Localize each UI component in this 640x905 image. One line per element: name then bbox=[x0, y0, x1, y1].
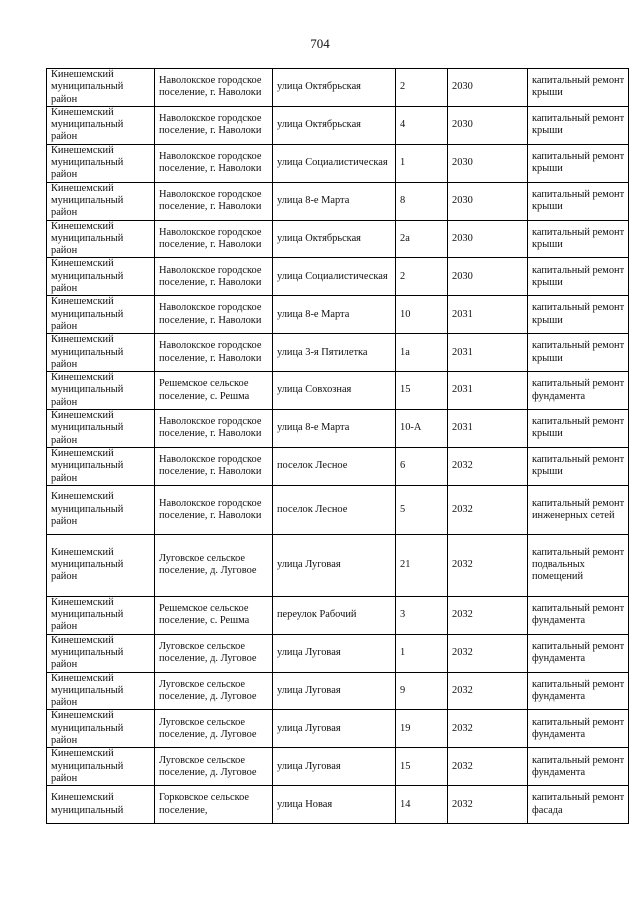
settlement-cell: Наволокское городское поселение, г. Наволоки bbox=[155, 106, 273, 144]
house-number-cell: 1 bbox=[396, 634, 448, 672]
house-number-cell: 4 bbox=[396, 106, 448, 144]
repair-work-cell: капитальный ремонт крыши bbox=[528, 334, 629, 372]
settlement-cell: Луговское сельское поселение, д. Луговое bbox=[155, 710, 273, 748]
table-row bbox=[47, 220, 629, 258]
repair-work-cell: капитальный ремонт крыши bbox=[528, 69, 629, 107]
table-row bbox=[47, 748, 629, 786]
year-cell: 2032 bbox=[448, 748, 528, 786]
table-row bbox=[47, 372, 629, 410]
district-cell: Кинешемский муниципальный район bbox=[47, 296, 155, 334]
district-cell: Кинешемский муниципальный район bbox=[47, 485, 155, 534]
repair-work-cell: капитальный ремонт фундамента bbox=[528, 710, 629, 748]
street-cell: переулок Рабочий bbox=[273, 596, 396, 634]
street-cell: поселок Лесное bbox=[273, 485, 396, 534]
street-cell: улица Луговая bbox=[273, 634, 396, 672]
settlement-cell: Решемское сельское поселение, с. Решма bbox=[155, 596, 273, 634]
district-cell: Кинешемский муниципальный район bbox=[47, 410, 155, 448]
district-cell: Кинешемский муниципальный район bbox=[47, 220, 155, 258]
table-row bbox=[47, 485, 629, 534]
table-row bbox=[47, 144, 629, 182]
repair-work-cell: капитальный ремонт крыши bbox=[528, 144, 629, 182]
house-number-cell: 5 bbox=[396, 485, 448, 534]
house-number-cell: 6 bbox=[396, 447, 448, 485]
settlement-cell: Наволокское городское поселение, г. Наволоки bbox=[155, 144, 273, 182]
street-cell: улица Луговая bbox=[273, 672, 396, 710]
repair-work-cell: капитальный ремонт инженерных сетей bbox=[528, 485, 629, 534]
settlement-cell: Наволокское городское поселение, г. Наволоки bbox=[155, 69, 273, 107]
district-cell: Кинешемский муниципальный район bbox=[47, 634, 155, 672]
repair-work-cell: капитальный ремонт крыши bbox=[528, 220, 629, 258]
settlement-cell: Наволокское городское поселение, г. Наволоки bbox=[155, 296, 273, 334]
year-cell: 2030 bbox=[448, 69, 528, 107]
year-cell: 2032 bbox=[448, 485, 528, 534]
district-cell: Кинешемский муниципальный район bbox=[47, 258, 155, 296]
repair-work-cell: капитальный ремонт крыши bbox=[528, 182, 629, 220]
settlement-cell: Луговское сельское поселение, д. Луговое bbox=[155, 672, 273, 710]
district-cell: Кинешемский муниципальный район bbox=[47, 748, 155, 786]
settlement-cell: Решемское сельское поселение, с. Решма bbox=[155, 372, 273, 410]
street-cell: улица Новая bbox=[273, 786, 396, 824]
house-number-cell: 2 bbox=[396, 258, 448, 296]
district-cell: Кинешемский муниципальный район bbox=[47, 334, 155, 372]
table-row bbox=[47, 106, 629, 144]
repair-work-cell: капитальный ремонт фундамента bbox=[528, 596, 629, 634]
settlement-cell: Луговское сельское поселение, д. Луговое bbox=[155, 534, 273, 596]
table-row bbox=[47, 786, 629, 824]
table-row bbox=[47, 596, 629, 634]
house-number-cell: 10 bbox=[396, 296, 448, 334]
repair-work-cell: капитальный ремонт крыши bbox=[528, 296, 629, 334]
repair-work-cell: капитальный ремонт крыши bbox=[528, 410, 629, 448]
year-cell: 2032 bbox=[448, 634, 528, 672]
street-cell: улица Социалистическая bbox=[273, 258, 396, 296]
year-cell: 2030 bbox=[448, 144, 528, 182]
table-row bbox=[47, 534, 629, 596]
house-number-cell: 10-А bbox=[396, 410, 448, 448]
year-cell: 2030 bbox=[448, 258, 528, 296]
district-cell: Кинешемский муниципальный район bbox=[47, 447, 155, 485]
street-cell: улица Луговая bbox=[273, 710, 396, 748]
street-cell: улица 3-я Пятилетка bbox=[273, 334, 396, 372]
settlement-cell: Горковское сельское поселение, bbox=[155, 786, 273, 824]
district-cell: Кинешемский муниципальный район bbox=[47, 372, 155, 410]
house-number-cell: 8 bbox=[396, 182, 448, 220]
table-row bbox=[47, 69, 629, 107]
district-cell: Кинешемский муниципальный район bbox=[47, 710, 155, 748]
settlement-cell: Луговское сельское поселение, д. Луговое bbox=[155, 634, 273, 672]
repair-work-cell: капитальный ремонт фундамента bbox=[528, 748, 629, 786]
repair-work-cell: капитальный ремонт фундамента bbox=[528, 634, 629, 672]
district-cell: Кинешемский муниципальный район bbox=[47, 182, 155, 220]
table-row bbox=[47, 258, 629, 296]
district-cell: Кинешемский муниципальный район bbox=[47, 69, 155, 107]
year-cell: 2031 bbox=[448, 410, 528, 448]
repair-work-cell: капитальный ремонт крыши bbox=[528, 258, 629, 296]
settlement-cell: Наволокское городское поселение, г. Наволоки bbox=[155, 485, 273, 534]
house-number-cell: 19 bbox=[396, 710, 448, 748]
street-cell: улица 8-е Марта bbox=[273, 296, 396, 334]
year-cell: 2031 bbox=[448, 334, 528, 372]
street-cell: улица Октябрьская bbox=[273, 220, 396, 258]
year-cell: 2030 bbox=[448, 220, 528, 258]
house-number-cell: 21 bbox=[396, 534, 448, 596]
settlement-cell: Наволокское городское поселение, г. Наволоки bbox=[155, 410, 273, 448]
street-cell: улица Совхозная bbox=[273, 372, 396, 410]
table-row bbox=[47, 334, 629, 372]
district-cell: Кинешемский муниципальный bbox=[47, 786, 155, 824]
settlement-cell: Наволокское городское поселение, г. Наволоки bbox=[155, 220, 273, 258]
table-row bbox=[47, 672, 629, 710]
house-number-cell: 15 bbox=[396, 372, 448, 410]
street-cell: улица Социалистическая bbox=[273, 144, 396, 182]
district-cell: Кинешемский муниципальный район bbox=[47, 144, 155, 182]
district-cell: Кинешемский муниципальный район bbox=[47, 106, 155, 144]
year-cell: 2030 bbox=[448, 182, 528, 220]
repair-work-cell: капитальный ремонт фундамента bbox=[528, 372, 629, 410]
year-cell: 2032 bbox=[448, 534, 528, 596]
street-cell: улица Октябрьская bbox=[273, 106, 396, 144]
table-row bbox=[47, 447, 629, 485]
street-cell: улица 8-е Марта bbox=[273, 182, 396, 220]
settlement-cell: Наволокское городское поселение, г. Наволоки bbox=[155, 334, 273, 372]
house-number-cell: 9 bbox=[396, 672, 448, 710]
housing-repair-table bbox=[46, 68, 629, 824]
table-row bbox=[47, 634, 629, 672]
district-cell: Кинешемский муниципальный район bbox=[47, 672, 155, 710]
repair-work-cell: капитальный ремонт крыши bbox=[528, 106, 629, 144]
settlement-cell: Наволокское городское поселение, г. Наволоки bbox=[155, 258, 273, 296]
house-number-cell: 2 bbox=[396, 69, 448, 107]
street-cell: поселок Лесное bbox=[273, 447, 396, 485]
house-number-cell: 1 bbox=[396, 144, 448, 182]
table-row bbox=[47, 410, 629, 448]
year-cell: 2032 bbox=[448, 596, 528, 634]
repair-work-cell: капитальный ремонт крыши bbox=[528, 447, 629, 485]
year-cell: 2032 bbox=[448, 786, 528, 824]
street-cell: улица 8-е Марта bbox=[273, 410, 396, 448]
repair-work-cell: капитальный ремонт подвальных помещений bbox=[528, 534, 629, 596]
repair-work-cell: капитальный ремонт фундамента bbox=[528, 672, 629, 710]
district-cell: Кинешемский муниципальный район bbox=[47, 596, 155, 634]
year-cell: 2032 bbox=[448, 710, 528, 748]
year-cell: 2030 bbox=[448, 106, 528, 144]
street-cell: улица Октябрьская bbox=[273, 69, 396, 107]
house-number-cell: 2а bbox=[396, 220, 448, 258]
table-row bbox=[47, 710, 629, 748]
year-cell: 2031 bbox=[448, 372, 528, 410]
street-cell: улица Луговая bbox=[273, 534, 396, 596]
settlement-cell: Луговское сельское поселение, д. Луговое bbox=[155, 748, 273, 786]
year-cell: 2031 bbox=[448, 296, 528, 334]
page-number: 704 bbox=[310, 36, 330, 51]
table-row bbox=[47, 182, 629, 220]
repair-work-cell: капитальный ремонт фасада bbox=[528, 786, 629, 824]
settlement-cell: Наволокское городское поселение, г. Наволоки bbox=[155, 447, 273, 485]
house-number-cell: 3 bbox=[396, 596, 448, 634]
year-cell: 2032 bbox=[448, 672, 528, 710]
settlement-cell: Наволокское городское поселение, г. Наволоки bbox=[155, 182, 273, 220]
house-number-cell: 1а bbox=[396, 334, 448, 372]
year-cell: 2032 bbox=[448, 447, 528, 485]
table-row bbox=[47, 296, 629, 334]
house-number-cell: 15 bbox=[396, 748, 448, 786]
district-cell: Кинешемский муниципальный район bbox=[47, 534, 155, 596]
house-number-cell: 14 bbox=[396, 786, 448, 824]
street-cell: улица Луговая bbox=[273, 748, 396, 786]
